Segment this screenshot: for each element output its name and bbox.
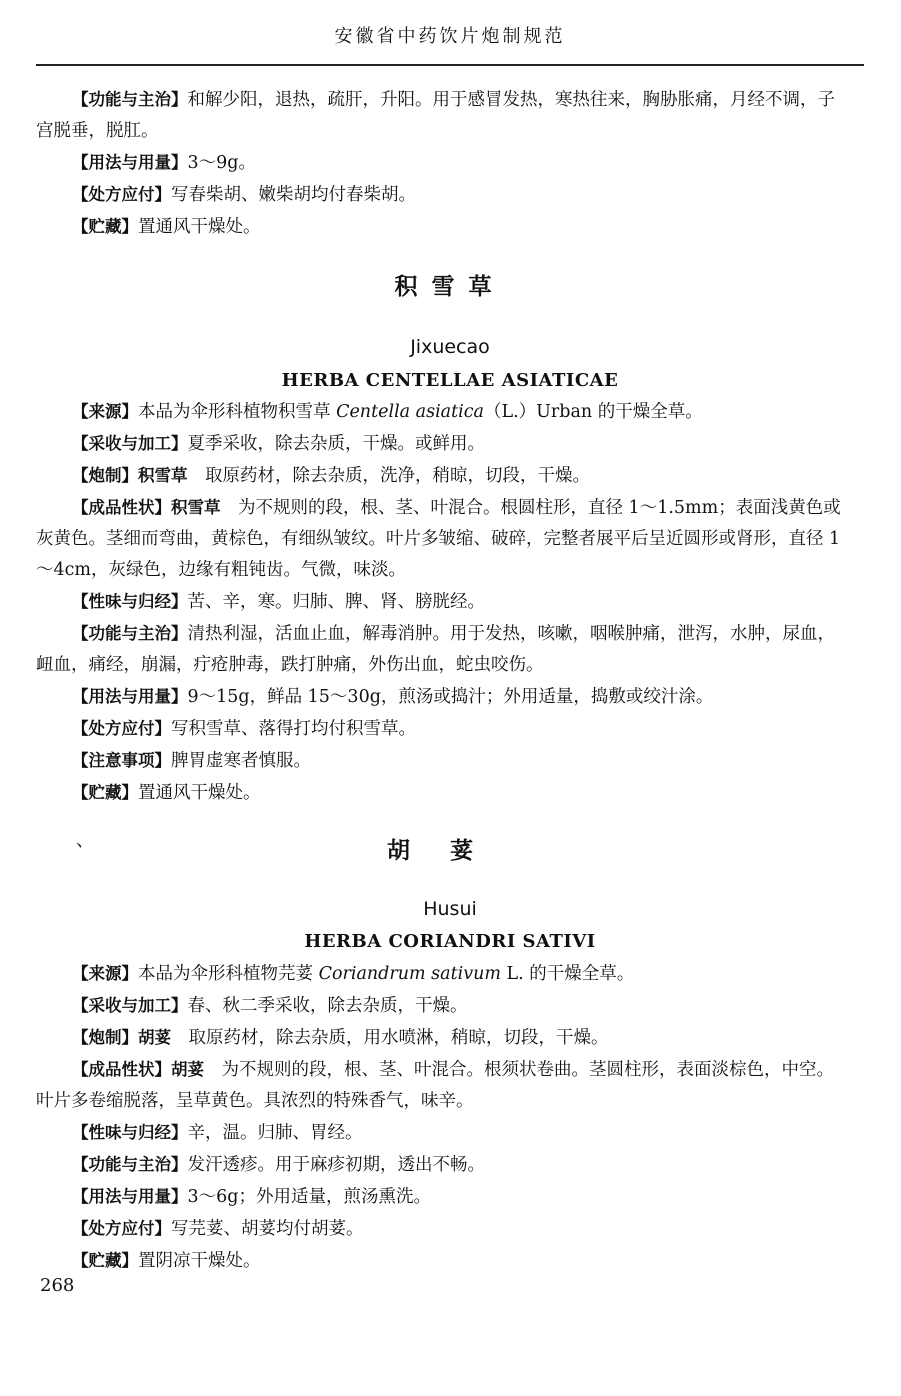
page-header-title: 安徽省中药饮片炮制规范 <box>334 26 566 47</box>
character-label: 【成品性状】 <box>72 1060 171 1079</box>
harvest-paragraph <box>36 990 848 1022</box>
function-label: 【功能与主治】 <box>72 624 188 643</box>
character-text: 为不规则的段，根、茎、叶混合。根圆柱形，直径 1～1.5mm；表面浅黄色或灰黄色。茎细而弯曲，黄棕色，有细纵皱纹。叶片多皱缩、破碎，完整者展平后呈近圆形或肾形，直径 1～4cm，灰绿色，边缘有粗钝齿。气微，味淡。 <box>36 498 841 580</box>
source-latin-name: Centella asiatica <box>336 402 484 422</box>
character-text: 为不规则的段，根、茎、叶混合。根须状卷曲。茎圆柱形，表面淡棕色，中空。叶片多卷缩脱落，呈草黄色。具浓烈的特殊香气，味辛。 <box>36 1060 834 1111</box>
prescription-text: 写春柴胡、嫩柴胡均付春柴胡。 <box>171 185 416 205</box>
storage-label: 【贮藏】 <box>72 1251 138 1270</box>
usage-text: 3～6g；外用适量，煎汤熏洗。 <box>187 1187 431 1207</box>
source-paragraph <box>36 958 848 990</box>
processing-text: 取原药材，除去杂质，用水喷淋，稍晾，切段，干燥。 <box>171 1028 609 1048</box>
nature-label: 【性味与归经】 <box>72 592 188 611</box>
processing-label: 【炮制】 <box>72 466 138 485</box>
nature-paragraph <box>36 1117 848 1149</box>
nature-text: 苦、辛，寒。归肺、脾、肾、膀胱经。 <box>187 592 485 612</box>
character-label: 【成品性状】 <box>72 498 171 517</box>
harvest-paragraph <box>36 428 848 460</box>
prescription-paragraph <box>36 713 848 745</box>
source-text-pre: 本品为伞形科植物芫荽 <box>138 964 319 984</box>
function-paragraph <box>36 1149 848 1181</box>
usage-label: 【用法与用量】 <box>72 687 188 706</box>
prescription-label: 【处方应付】 <box>72 1219 171 1238</box>
husui-entry <box>36 958 848 1277</box>
function-paragraph <box>36 84 848 147</box>
header-rule <box>36 64 864 66</box>
function-label: 【功能与主治】 <box>72 1155 188 1174</box>
function-text: 清热利湿，活血止血，解毒消肿。用于发热，咳嗽，咽喉肿痛，泄泻，水肿，尿血，衄血，痛经，崩漏，疔疮肿毒，跌打肿痛，外伤出血，蛇虫咬伤。 <box>36 624 835 675</box>
processing-label: 【炮制】 <box>72 1028 138 1047</box>
harvest-text: 夏季采收，除去杂质，干燥。或鲜用。 <box>187 434 485 454</box>
storage-paragraph <box>36 211 848 243</box>
usage-text: 3～9g。 <box>187 153 256 173</box>
storage-paragraph <box>36 777 848 809</box>
prescription-label: 【处方应付】 <box>72 719 171 738</box>
usage-paragraph <box>36 147 848 179</box>
nature-paragraph <box>36 586 848 618</box>
source-latin-name: Coriandrum sativum <box>318 964 501 984</box>
husui-pinyin: Husui <box>423 898 477 920</box>
character-herb-name: 积雪草 <box>171 498 221 517</box>
jixuecao-entry <box>36 396 848 809</box>
husui-title: 胡荽 <box>387 838 513 864</box>
jixuecao-title: 积雪草 <box>394 274 506 300</box>
usage-text: 9～15g，鲜品 15～30g，煎汤或捣汁；外用适量，捣敷或绞汁涂。 <box>187 687 714 707</box>
caution-text: 脾胃虚寒者慎服。 <box>171 751 311 771</box>
usage-paragraph <box>36 681 848 713</box>
character-paragraph <box>36 492 848 586</box>
processing-paragraph <box>36 1022 848 1054</box>
processing-herb-name: 积雪草 <box>138 466 188 485</box>
usage-label: 【用法与用量】 <box>72 1187 188 1206</box>
source-text-post: L. 的干燥全草。 <box>500 964 635 984</box>
processing-herb-name: 胡荽 <box>138 1028 171 1047</box>
character-herb-name: 胡荽 <box>171 1060 204 1079</box>
function-paragraph <box>36 618 848 681</box>
storage-text: 置通风干燥处。 <box>138 783 261 803</box>
processing-paragraph <box>36 460 848 492</box>
nature-text: 辛，温。归肺、胃经。 <box>187 1123 363 1143</box>
jixuecao-latin-title: HERBA CENTELLAE ASIATICAE <box>281 370 619 391</box>
top-entry <box>36 84 848 243</box>
storage-text: 置通风干燥处。 <box>138 217 261 237</box>
storage-label: 【贮藏】 <box>72 783 138 802</box>
husui-latin-title: HERBA CORIANDRI SATIVI <box>304 931 596 952</box>
source-label: 【来源】 <box>72 964 138 983</box>
source-text-post: （L.）Urban 的干燥全草。 <box>483 402 703 422</box>
character-paragraph <box>36 1054 848 1117</box>
stray-mark: 、 <box>76 830 94 851</box>
prescription-paragraph <box>36 179 848 211</box>
source-paragraph <box>36 396 848 428</box>
harvest-label: 【采收与加工】 <box>72 996 188 1015</box>
usage-paragraph <box>36 1181 848 1213</box>
nature-label: 【性味与归经】 <box>72 1123 188 1142</box>
source-label: 【来源】 <box>72 402 138 421</box>
storage-paragraph <box>36 1245 848 1277</box>
function-text: 发汗透疹。用于麻疹初期，透出不畅。 <box>187 1155 485 1175</box>
usage-label: 【用法与用量】 <box>72 153 188 172</box>
caution-label: 【注意事项】 <box>72 751 171 770</box>
prescription-label: 【处方应付】 <box>72 185 171 204</box>
storage-text: 置阴凉干燥处。 <box>138 1251 261 1271</box>
harvest-text: 春、秋二季采收，除去杂质，干燥。 <box>187 996 468 1016</box>
processing-text: 取原药材，除去杂质，洗净，稍晾，切段，干燥。 <box>187 466 590 486</box>
prescription-paragraph <box>36 1213 848 1245</box>
function-label: 【功能与主治】 <box>72 90 188 109</box>
storage-label: 【贮藏】 <box>72 217 138 236</box>
source-text-pre: 本品为伞形科植物积雪草 <box>138 402 337 422</box>
caution-paragraph <box>36 745 848 777</box>
function-text: 和解少阳，退热，疏肝，升阳。用于感冒发热，寒热往来，胸胁胀痛，月经不调，子宫脱垂，脱肛。 <box>36 90 835 141</box>
page-number: 268 <box>40 1275 75 1296</box>
harvest-label: 【采收与加工】 <box>72 434 188 453</box>
jixuecao-pinyin: Jixuecao <box>410 336 490 358</box>
prescription-text: 写芫荽、胡荽均付胡荽。 <box>171 1219 364 1239</box>
prescription-text: 写积雪草、落得打均付积雪草。 <box>171 719 416 739</box>
